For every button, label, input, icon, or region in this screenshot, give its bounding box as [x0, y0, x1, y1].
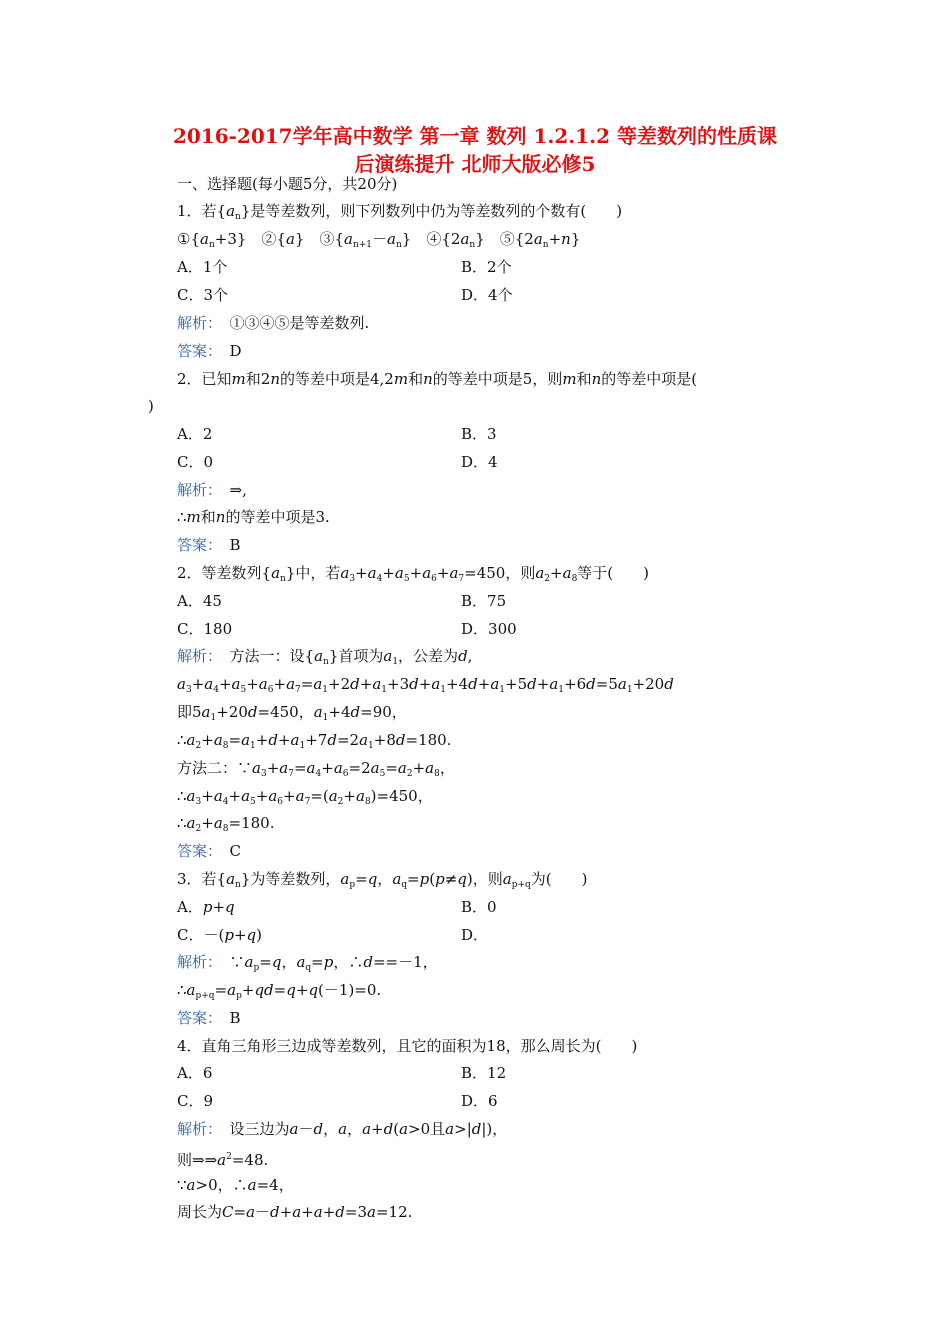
question-3-option-a: A．45	[177, 592, 222, 610]
document-title-line-2: 后演练提升 北师大版必修5	[354, 152, 596, 176]
question-2-option-a: A．2	[177, 425, 213, 443]
question-5-option-c: C．9	[177, 1092, 214, 1110]
question-5-stem: 4．直角三角形三边成等差数列，且它的面积为18，那么周长为( )	[177, 1037, 638, 1055]
analysis-label: 解析：	[177, 1120, 215, 1138]
question-3-solution-line-1: $a_3+a_4+a_5+a_6+a_7=a_1+2d+a_1+3d+a_1+4d+a_1+5d+a_1+6d=5a_1+20d$	[177, 675, 674, 695]
question-2-stem: 2．已知m和2n的等差中项是4,2m和n的等差中项是5，则m和n的等差中项是(	[177, 370, 698, 388]
question-3-answer	[177, 841, 241, 861]
question-4-analysis: 解析： $\because a_p=q$，$a_q=p$，∴d==－1，	[177, 953, 438, 973]
question-1-analysis-text: ①③④⑤是等差数列.	[229, 314, 370, 332]
question-4-option-d: D．	[461, 926, 489, 944]
question-2-analysis-text: ⇒,	[229, 481, 247, 499]
question-2-option-c: C．0	[177, 453, 214, 471]
question-3-solution-line-5: $\therefore a_3+a_4+a_5+a_6+a_7=(a_2+a_8)=450$，	[177, 787, 433, 807]
question-4-answer	[177, 1008, 241, 1028]
question-3-solution-line-6: $\therefore a_2+a_8=180$.	[177, 814, 275, 834]
document-title-line-1: 2016-2017学年高中数学 第一章 数列 1.2.1.2 等差数列的性质课	[172, 124, 778, 148]
question-2-analysis	[177, 480, 247, 500]
question-1-option-a: A．1个	[177, 258, 228, 276]
analysis-label: 解析：	[177, 481, 215, 499]
question-4-answer-value: B	[229, 1009, 241, 1027]
question-1-stem: 1．若$\{a_n\}$是等差数列，则下列数列中仍为等差数列的个数有( )	[177, 202, 623, 222]
answer-label: 答案：	[177, 342, 215, 360]
question-4-solution-line-1: $\therefore a_{p+q}=a_p+qd=q+q(-1)=0$.	[177, 981, 382, 1001]
question-5-solution-line-2: ∵a>0，∴a=4，	[177, 1176, 294, 1194]
question-2-option-d: D．4	[461, 453, 498, 471]
analysis-label: 解析：	[177, 953, 215, 971]
analysis-label: 解析：	[177, 647, 215, 665]
question-3-answer-value: C	[229, 842, 242, 860]
question-5-solution-line-1: 则$\Rightarrow\Rightarrow a^2=48$.	[177, 1151, 269, 1169]
question-4-option-c: C．－(p+q)	[177, 926, 262, 944]
question-1-answer-value: D	[229, 342, 242, 360]
analysis-label: 解析：	[177, 314, 215, 332]
answer-label: 答案：	[177, 842, 215, 860]
question-1-items: $①\{a_n+3\}$ ②{a} $③\{a_{n+1}-a_n\}$ $④\{2a_n\}$ $⑤\{2a_n+n\}$	[177, 230, 581, 250]
question-5-option-b: B．12	[461, 1064, 507, 1082]
question-3-analysis: 解析： 方法一：设$\{a_n\}$首项为$a_1$，公差为d,	[177, 647, 473, 667]
question-3-stem: 2．等差数列$\{a_n\}$中，若$a_3+a_4+a_5+a_6+a_7=450$，则$a_2+a_8$等于( )	[177, 564, 650, 584]
question-5-solution-line-3: 周长为C=a－d+a+a+d=3a=12.	[177, 1203, 413, 1221]
question-3-option-b: B．75	[461, 592, 507, 610]
question-1-option-d: D．4个	[461, 286, 513, 304]
question-5-option-a: A．6	[177, 1064, 213, 1082]
answer-label: 答案：	[177, 536, 215, 554]
question-4-option-b: B．0	[461, 898, 497, 916]
question-2-answer	[177, 535, 241, 555]
section-heading: 一、选择题(每小题5分，共20分)	[177, 175, 398, 193]
question-2-answer-value: B	[229, 536, 241, 554]
question-3-option-d: D．300	[461, 620, 517, 638]
question-4-option-a: A．p+q	[177, 898, 235, 916]
question-5-option-d: D．6	[461, 1092, 498, 1110]
question-2-option-b: B．3	[461, 425, 497, 443]
question-3-option-c: C．180	[177, 620, 233, 638]
question-3-solution-line-3: $\therefore a_2+a_8=a_1+d+a_1+7d=2a_1+8d=180$.	[177, 731, 452, 751]
question-2-solution-line: ∴m和n的等差中项是3.	[177, 508, 330, 526]
question-1-analysis	[177, 313, 369, 333]
question-3-solution-line-2: 即$5a_1+20d=450$，$a_1+4d=90$，	[177, 703, 407, 723]
question-4-stem: 3．若$\{a_n\}$为等差数列，$a_p=q$，$a_q=p(p\ne q)$，则$a_{p+q}$为( )	[177, 870, 588, 890]
question-1-option-c: C．3个	[177, 286, 229, 304]
question-1-answer	[177, 341, 242, 361]
question-5-analysis: 解析： 设三边为a－d，a，a+d(a>0且a>|d|)，	[177, 1120, 508, 1138]
question-3-solution-line-4: 方法二：$\because a_3+a_7=a_4+a_6=2a_5=a_2+a_8$，	[177, 759, 455, 779]
question-2-stem-continued: )	[148, 397, 154, 415]
answer-label: 答案：	[177, 1009, 215, 1027]
question-1-option-b: B．2个	[461, 258, 512, 276]
